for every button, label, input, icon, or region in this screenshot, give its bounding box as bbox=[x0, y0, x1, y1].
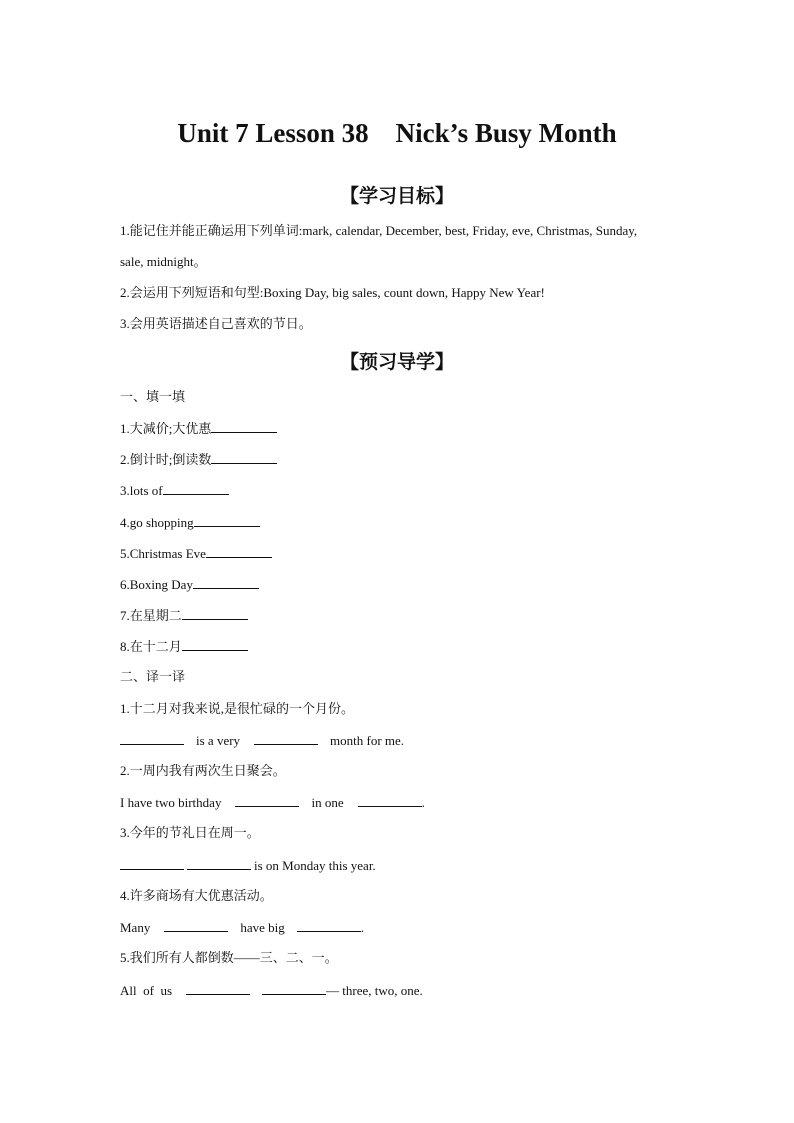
answer-text: in one bbox=[311, 795, 344, 810]
answer-text: I have two birthday bbox=[120, 795, 222, 810]
fill-item-label: 4.go shopping bbox=[120, 515, 194, 530]
answer-text: . bbox=[360, 920, 364, 935]
fill-item bbox=[120, 576, 259, 593]
answer-blank[interactable] bbox=[120, 857, 184, 870]
answer-text: month for me. bbox=[330, 733, 405, 748]
answer-text: . bbox=[421, 795, 425, 810]
translate-question-2: 2.一周内我有两次生日聚会。 bbox=[120, 763, 286, 778]
fill-item bbox=[120, 638, 248, 655]
answer-text: All of us bbox=[120, 983, 172, 998]
answer-blank[interactable] bbox=[297, 919, 361, 932]
answer-blank[interactable] bbox=[186, 982, 250, 995]
answer-text: is on Monday this year. bbox=[254, 858, 376, 873]
answer-blank[interactable] bbox=[262, 982, 326, 995]
answer-blank[interactable] bbox=[235, 794, 299, 807]
fill-item bbox=[120, 451, 277, 468]
answer-blank[interactable] bbox=[182, 607, 248, 620]
answer-blank[interactable] bbox=[163, 482, 229, 495]
translate-answer-4 bbox=[120, 919, 364, 936]
fill-item bbox=[120, 420, 277, 437]
translate-question-4: 4.许多商场有大优惠活动。 bbox=[120, 888, 273, 903]
answer-text: is a very bbox=[196, 733, 241, 748]
answer-blank[interactable] bbox=[211, 420, 277, 433]
fill-item-label: 2.倒计时;倒读数 bbox=[120, 452, 212, 467]
answer-blank[interactable] bbox=[182, 638, 248, 651]
fill-item bbox=[120, 545, 272, 562]
fill-item bbox=[120, 482, 229, 499]
translate-question-1: 1.十二月对我来说,是很忙碌的一个月份。 bbox=[120, 701, 355, 716]
objective-2: 2.会运用下列短语和句型:Boxing Day, big sales, count down, Happy New Year! bbox=[120, 285, 545, 300]
answer-blank[interactable] bbox=[254, 732, 318, 745]
part1-heading: 一、填一填 bbox=[120, 389, 186, 404]
fill-item-label: 7.在星期二 bbox=[120, 608, 182, 623]
fill-item-label: 3.lots of bbox=[120, 483, 163, 498]
answer-blank[interactable] bbox=[164, 919, 228, 932]
answer-blank[interactable] bbox=[211, 451, 277, 464]
fill-item-label: 5.Christmas Eve bbox=[120, 546, 206, 561]
objective-1-line-2: sale, midnight。 bbox=[120, 254, 207, 269]
objectives-heading: 【学习目标】 bbox=[339, 185, 454, 207]
fill-item bbox=[120, 514, 260, 531]
translate-answer-5 bbox=[120, 982, 423, 999]
fill-item-label: 1.大减价;大优惠 bbox=[120, 421, 212, 436]
objective-3: 3.会用英语描述自己喜欢的节日。 bbox=[120, 316, 312, 331]
preview-heading: 【预习导学】 bbox=[339, 351, 454, 373]
answer-blank[interactable] bbox=[194, 514, 260, 527]
objective-1-line-1: 1.能记住并能正确运用下列单词:mark, calendar, December, best, Friday, eve, Christmas, Sunday, bbox=[120, 223, 638, 238]
fill-item bbox=[120, 607, 248, 624]
answer-text: — three, two, one. bbox=[326, 983, 423, 998]
answer-text: have big bbox=[240, 920, 285, 935]
fill-item-label: 6.Boxing Day bbox=[120, 577, 193, 592]
part2-heading: 二、译一译 bbox=[120, 669, 186, 684]
answer-blank[interactable] bbox=[120, 732, 184, 745]
translate-answer-2 bbox=[120, 794, 425, 811]
fill-item-label: 8.在十二月 bbox=[120, 639, 182, 654]
page-title: Unit 7 Lesson 38 Nick’s Busy Month bbox=[177, 118, 617, 148]
answer-text: Many bbox=[120, 920, 151, 935]
translate-answer-1 bbox=[120, 732, 404, 749]
answer-blank[interactable] bbox=[187, 857, 251, 870]
answer-blank[interactable] bbox=[358, 794, 422, 807]
translate-question-3: 3.今年的节礼日在周一。 bbox=[120, 825, 260, 840]
translate-question-5: 5.我们所有人都倒数——三、二、一。 bbox=[120, 950, 338, 965]
answer-blank[interactable] bbox=[193, 576, 259, 589]
answer-blank[interactable] bbox=[206, 545, 272, 558]
translate-answer-3 bbox=[120, 857, 376, 874]
